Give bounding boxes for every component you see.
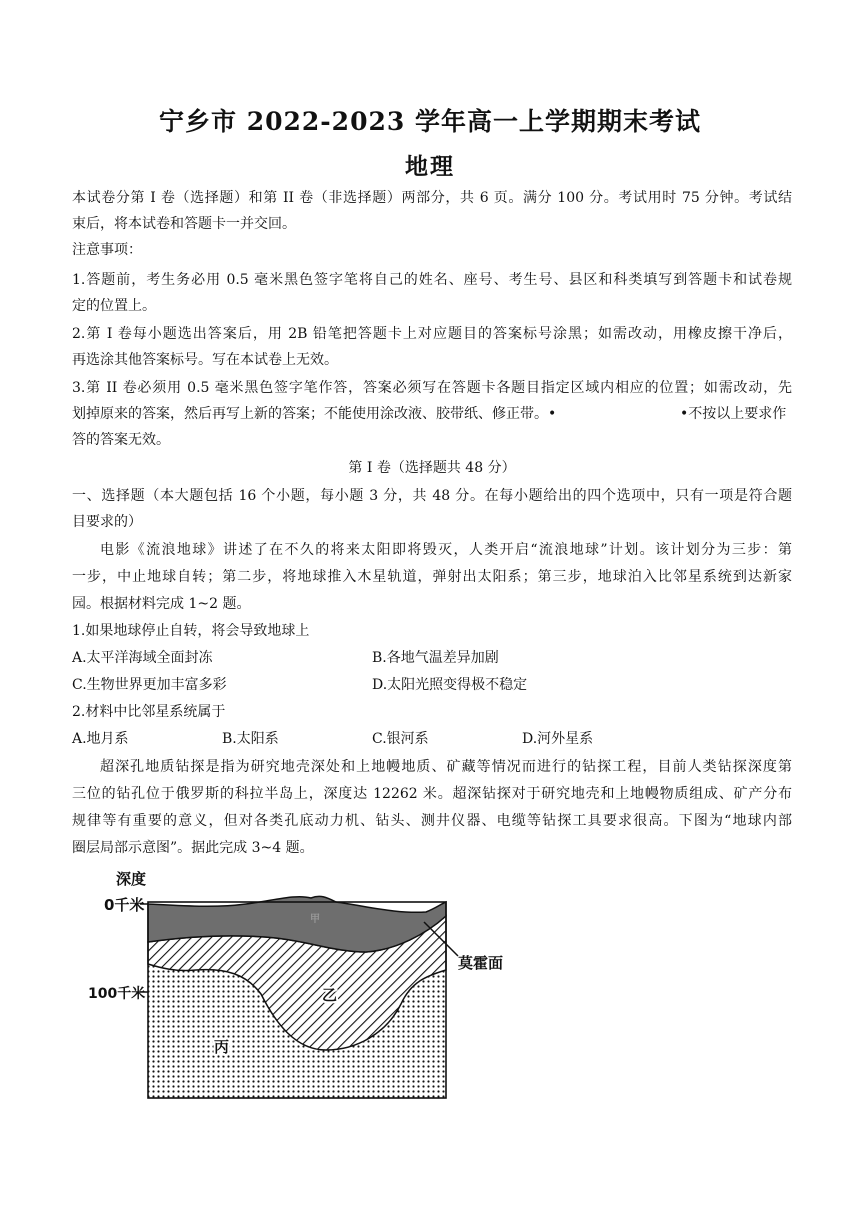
note-line: 再选涂其他答案标号。写在本试卷上无效。: [72, 352, 338, 368]
notes-heading: 注意事项：: [72, 242, 142, 258]
zero-km-label: 0千米: [104, 896, 145, 914]
option-d: D.太阳光照变得极不稳定: [372, 677, 528, 693]
layer-bing-label: 丙: [214, 1038, 230, 1056]
note-line-tail: •不按以上要求作: [680, 406, 787, 422]
note-line: 3.第 II 卷必须用 0.5 毫米黑色签字笔作答，答案必须写在答题卡各题目指定区域内相应的位置；如需改动，先: [72, 380, 792, 396]
material-line: 三位的钻孔位于俄罗斯的科拉半岛上，深度达 12262 米。超深钻探对于研究地壳和上地幔物质组成、矿产分布: [72, 786, 792, 802]
note-line: 1.答题前，考生务必用 0.5 毫米黑色签字笔将自己的姓名、座号、考生号、县区和科类填写到答题卡和试卷规: [72, 272, 792, 288]
earth-layers-figure: [88, 864, 516, 1104]
question-stem: 2.材料中比邻星系统属于: [72, 704, 226, 720]
moho-label: 莫霍面: [458, 954, 504, 972]
depth-label: 深度: [116, 870, 147, 888]
layer-yi-label: 乙: [322, 986, 338, 1004]
option-d: D.河外星系: [522, 731, 594, 747]
material-line: 规律等有重要的意义，但对各类孔底动力机、钻头、测井仪器、电缆等钻探工具要求很高。下图为“地球内部: [72, 813, 792, 829]
option-a: A.太平洋海域全面封冻: [72, 650, 213, 666]
option-c: C.生物世界更加丰富多彩: [72, 677, 227, 693]
hundred-km-label: 100千米: [88, 986, 146, 1002]
intro-line: 束后，将本试卷和答题卡一并交回。: [72, 216, 296, 232]
material-line: 园。根据材料完成 1~2 题。: [72, 596, 251, 612]
layer-jia-label: 甲: [310, 914, 320, 925]
note-line: 定的位置上。: [72, 298, 156, 314]
option-b: B.各地气温差异加剧: [372, 650, 499, 666]
part-one-line: 一、选择题（本大题包括 16 个小题，每小题 3 分，共 48 分。在每小题给出的四个选项中，只有一项是符合题: [72, 488, 792, 504]
intro-line: 本试卷分第 I 卷（选择题）和第 II 卷（非选择题）两部分，共 6 页。满分 100 分。考试用时 75 分钟。考试结: [72, 190, 792, 206]
note-line: 划掉原来的答案，然后再写上新的答案；不能使用涂改液、胶带纸、修正带。•: [72, 406, 557, 422]
material-line: 超深孔地质钻探是指为研究地壳深处和上地幔地质、矿藏等情况而进行的钻探工程，目前人类钻探深度第: [100, 759, 792, 775]
option-b: B.太阳系: [222, 731, 279, 747]
section-title: 第 I 卷（选择题共 48 分）: [348, 460, 516, 476]
option-a: A.地月系: [72, 731, 129, 747]
page-title: 宁乡市 2022-2023 学年高一上学期期末考试: [159, 107, 701, 136]
note-line: 答的答案无效。: [72, 432, 170, 448]
question-stem: 1.如果地球停止自转，将会导致地球上: [72, 623, 310, 639]
subject-title: 地理: [405, 153, 455, 180]
part-one-line: 目要求的）: [72, 514, 142, 530]
material-line: 电影《流浪地球》讲述了在不久的将来太阳即将毁灭，人类开启“流浪地球”计划。该计划分为三步：第: [100, 542, 792, 558]
material-line: 圈层局部示意图”。据此完成 3~4 题。: [72, 840, 314, 856]
note-line: 2.第 I 卷每小题选出答案后，用 2B 铅笔把答题卡上对应题目的答案标号涂黑；如需改动，用橡皮擦干净后，: [72, 326, 792, 342]
material-line: 一步，中止地球自转；第二步，将地球推入木星轨道，弹射出太阳系；第三步，地球泊入比邻星系统到达新家: [72, 569, 792, 585]
option-c: C.银河系: [372, 731, 429, 747]
